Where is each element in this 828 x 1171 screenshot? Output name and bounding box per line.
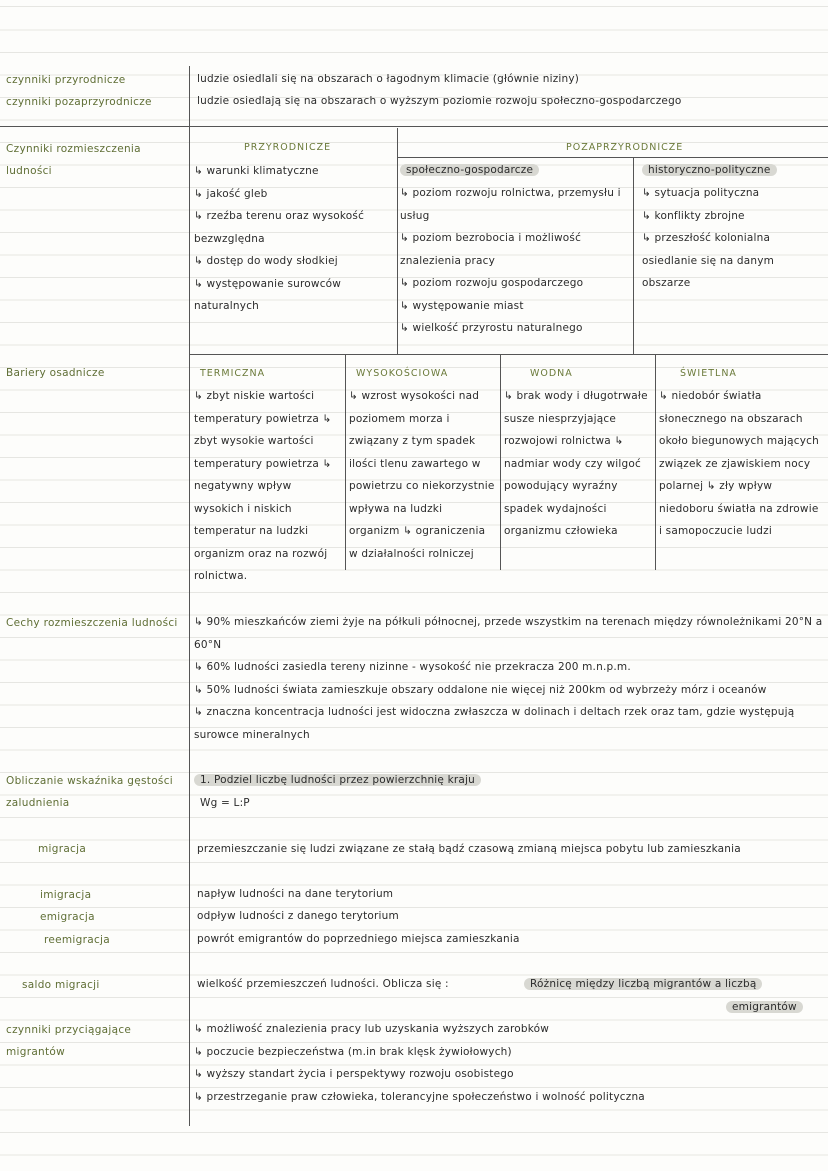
historyczno-list [642, 182, 822, 295]
list-item: ↳ poziom rozwoju rolnictwa, przemysłu i usług [400, 187, 621, 222]
list-item: ↳ 60% ludności zasiedla tereny nizinne - wysokość nie przekracza 200 m.n.p.m. [194, 661, 631, 673]
label-wskaznik: Obliczanie wskaźnika gęstości zaludnienia [6, 775, 173, 809]
list-item: ↳ znaczna koncentracja ludności jest widoczna zwłaszcza w dolinach i deltach rzek oraz tam, gdzie występują surowce mineralnych [194, 706, 795, 741]
bariery-topline [189, 354, 828, 355]
list-item: ↳ 90% mieszkańców ziemi żyje na półkuli północnej, przede wszystkim na terenach między równoleżnikami 20°N a 60°N [194, 616, 823, 651]
main-divider [189, 66, 190, 1126]
label-emigracja: emigracja [40, 911, 95, 923]
label-bariery: Bariery osadnicze [6, 367, 105, 379]
przyciagajace-list [194, 1018, 824, 1108]
text-imigracja: napływ ludności na dane terytorium [197, 888, 394, 900]
label-migracja: migracja [38, 843, 87, 855]
text-czynniki-przyrodnicze: ludzie osiedlali się na obszarach o łagodnym klimacie (głównie niziny) [197, 73, 580, 85]
bariery-header-swietlna: ŚWIETLNA [680, 368, 737, 379]
saldo-highlight-2 [726, 996, 803, 1019]
list-item: ↳ konflikty zbrojne [642, 209, 745, 222]
list-item: ↳ dostęp do wody słodkiej [194, 255, 338, 267]
list-item: ↳ występowanie surowców naturalnych [194, 277, 342, 312]
label-cechy: Cechy rozmieszczenia ludności [6, 617, 178, 629]
bariery-text-wysokosciowa: ↳ wzrost wysokości nad poziomem morza i związany z tym spadek ilości tlenu zawartego w powietrzu co niekorzystnie wpływa na ludzki organizm ↳ ograniczenia w działalności rolniczej [349, 390, 495, 560]
list-item: ↳ sytuacja polityczna [642, 187, 760, 199]
list-item: ↳ przestrzeganie praw człowieka, tolerancyjne społeczeństwo i wolność polityczna [194, 1090, 645, 1103]
text-saldo: wielkość przemieszczeń ludności. Oblicza się : [197, 978, 449, 990]
label-czynniki-pozaprzyrodnicze: czynniki pozaprzyrodnicze [6, 96, 152, 108]
saldo-highlight-1 [524, 973, 762, 996]
przyrodnicze-list [194, 160, 384, 318]
rozmieszczenie-divider-1 [397, 128, 398, 354]
bariery-divider-1 [345, 354, 346, 570]
spoleczno-list [400, 182, 628, 340]
list-item: ↳ poziom bezrobocia i możliwość znalezienia pracy [400, 232, 582, 267]
label-czynniki-przyrodnicze: czynniki przyrodnicze [6, 74, 126, 86]
section-divider [0, 126, 828, 127]
rozmieszczenie-divider-2 [633, 158, 634, 354]
bariery-header-wysokosciowa: WYSOKOŚCIOWA [356, 368, 449, 379]
list-item: ↳ rzeźba terenu oraz wysokość bezwzględna [194, 210, 365, 245]
label-rozmieszczenie: Czynniki rozmieszczenia ludności [6, 143, 141, 177]
cechy-list [194, 611, 824, 746]
list-item: ↳ przeszłość kolonialna osiedlanie się na danym obszarze [642, 232, 775, 289]
list-item: ↳ warunki klimatyczne [194, 165, 319, 177]
label-reemigracja: reemigracja [44, 934, 110, 946]
label-przyciagajace: czynniki przyciągające migrantów [6, 1024, 132, 1058]
saldo-highlight-2-label: emigrantów [726, 1001, 803, 1013]
rozmieszczenie-subline [397, 157, 828, 158]
text-emigracja: odpływ ludności z danego terytorium [197, 910, 399, 922]
wskaznik-formula: Wg = L:P [200, 797, 250, 809]
list-item: ↳ występowanie miast [400, 299, 524, 312]
text-czynniki-pozaprzyrodnicze: ludzie osiedlają się na obszarach o wyższym poziomie rozwoju społeczno-gospodarczego [197, 95, 682, 107]
historyczno-header [642, 159, 777, 182]
list-item: ↳ możliwość znalezienia pracy lub uzyskania wyższych zarobków [194, 1023, 550, 1035]
text-migracja: przemieszczanie się ludzi związane ze stałą bądź czasową zmianą miejsca pobytu lub zamieszkania [197, 843, 741, 855]
label-saldo: saldo migracji [22, 979, 100, 991]
header-pozaprzyrodnicze: POZAPRZYRODNICZE [566, 142, 684, 153]
spoleczno-header-label: społeczno-gospodarcze [400, 164, 539, 176]
wskaznik-step-label: 1. Podziel liczbę ludności przez powierzchnię kraju [194, 774, 481, 786]
bariery-divider-2 [500, 354, 501, 570]
list-item: ↳ poziom rozwoju gospodarczego [400, 277, 584, 289]
bariery-text-termiczna: ↳ zbyt niskie wartości temperatury powietrza ↳ zbyt wysokie wartości temperatury powietrza ↳ negatywny wpływ wysokich i niskich temperatur na ludzki organizm oraz na rozwój rolnictwa. [194, 390, 332, 582]
historyczno-header-label: historyczno-polityczne [642, 164, 777, 176]
header-przyrodnicze: PRZYRODNICZE [244, 142, 332, 153]
bariery-divider-3 [655, 354, 656, 570]
spoleczno-header [400, 159, 539, 182]
label-imigracja: imigracja [40, 889, 92, 901]
bariery-text-swietlna: ↳ niedobór światła słonecznego na obszarach około biegunowych mających związek ze zjawiskiem nocy polarnej ↳ zły wpływ niedoboru światła na zdrowie i samopoczucie ludzi [659, 390, 819, 537]
bariery-header-wodna: WODNA [530, 368, 573, 379]
list-item: ↳ 50% ludności świata zamieszkuje obszary oddalone nie więcej niż 200km od wybrzeży mórz i oceanów [194, 683, 767, 696]
list-item: ↳ poczucie bezpieczeństwa (m.in brak klęsk żywiołowych) [194, 1045, 512, 1058]
bariery-text-wodna: ↳ brak wody i długotrwałe susze niesprzyjające rozwojowi rolnictwa ↳ nadmiar wody czy wilgoć powodujący wyraźny spadek wydajności organizmu człowieka [504, 390, 648, 537]
wskaznik-step [194, 769, 481, 792]
bariery-header-termiczna: TERMICZNA [200, 368, 266, 379]
list-item: ↳ jakość gleb [194, 187, 268, 200]
list-item: ↳ wyższy standart życia i perspektywy rozwoju osobistego [194, 1068, 514, 1080]
list-item: ↳ wielkość przyrostu naturalnego [400, 322, 583, 334]
saldo-highlight-1-label: Różnicę między liczbą migrantów a liczbą [524, 978, 762, 990]
text-reemigracja: powrót emigrantów do poprzedniego miejsca zamieszkania [197, 933, 520, 945]
